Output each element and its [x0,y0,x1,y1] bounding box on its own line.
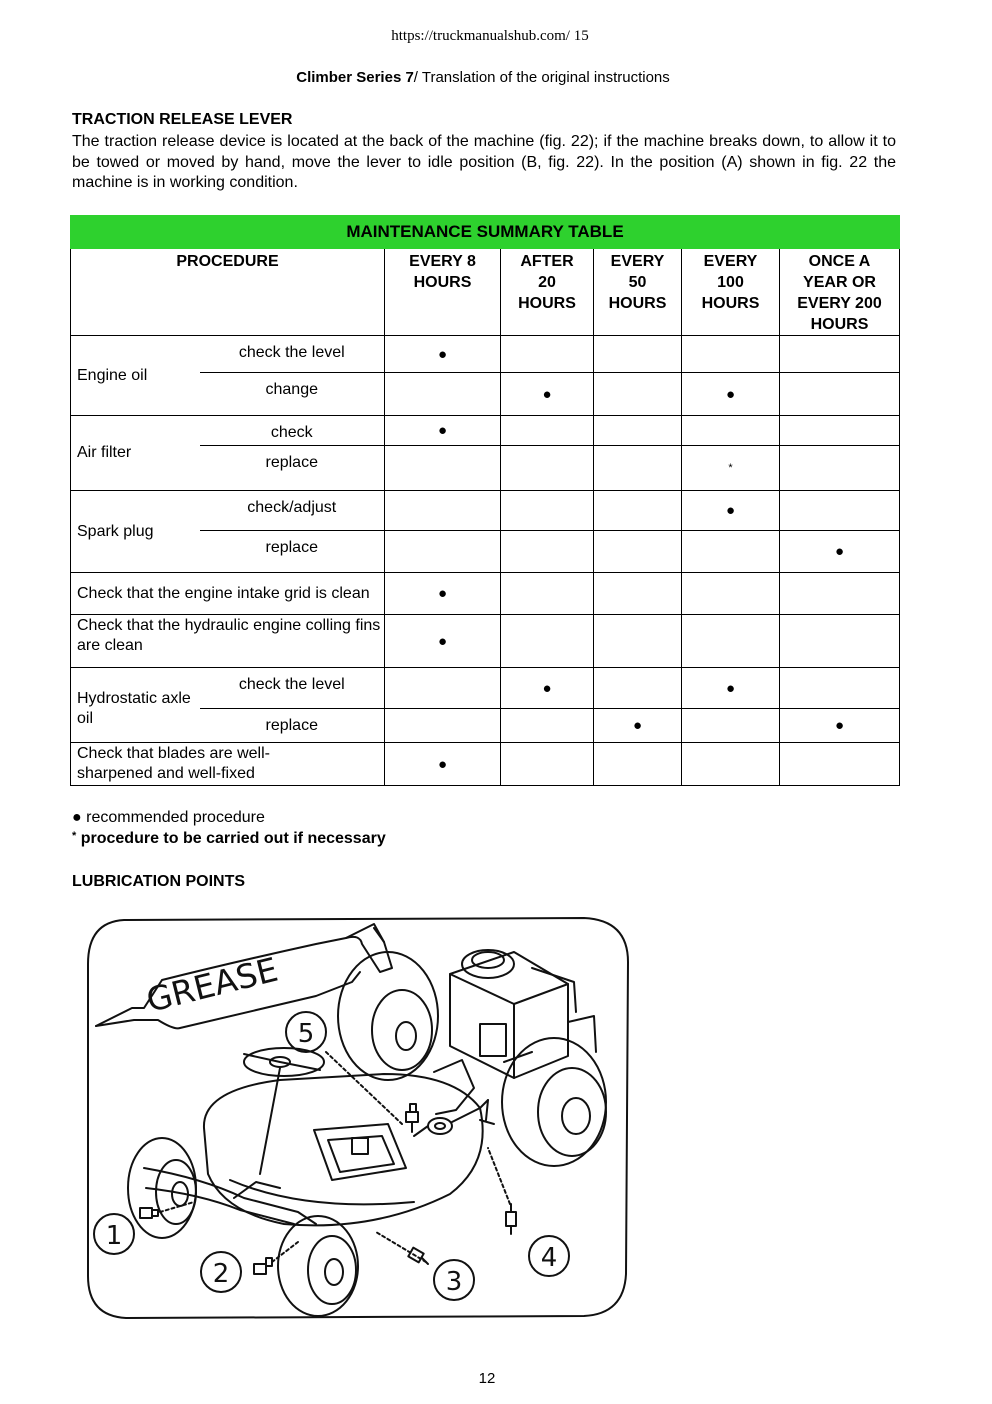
mark-dot: ● [501,668,594,709]
header-every-8-hours: EVERY 8 HOURS [385,249,501,336]
spark-plug-check: check/adjust [200,491,385,531]
cooling-fins-procedure: Check that the hydraulic engine colling fins are clean [71,615,385,668]
air-filter-label: Air filter [71,416,200,491]
source-url: https://truckmanualshub.com/ 15 [391,28,589,44]
hydrostatic-label: Hydrostatic axle oil [71,668,200,743]
mark-dot: ● [780,531,900,573]
mark-dot: ● [501,373,594,416]
traction-paragraph: The traction release device is located at the back of the machine (fig. 22); if the machine breaks down, to allow it to be towed or moved by hand, move the lever to idle position (B, fig. 22). In the position (A) shown in fig. 22 the machine is in working condition. [72,133,896,191]
hydrostatic-check: check the level [200,668,385,709]
mark-dot: ● [682,491,780,531]
table-row [71,416,900,446]
traction-heading: TRACTION RELEASE LEVER [72,111,293,128]
grease-nipple-icon [506,1204,516,1234]
lubrication-point-2: 2 [212,1259,230,1289]
legend-if-necessary-text: procedure to be carried out if necessary [80,830,386,847]
air-filter-check: check [200,416,385,446]
lubrication-points-illustration [84,912,632,1324]
air-filter-replace: replace [200,446,385,491]
mark-dot: ● [385,573,501,615]
header-yearly: ONCE A YEAR OR EVERY 200 HOURS [780,249,900,336]
mark-dot: ● [682,373,780,416]
page-number: 12 [478,1370,496,1387]
legend-if-necessary [72,830,386,848]
intake-grid-procedure: Check that the engine intake grid is clean [71,573,385,615]
mark-dot: ● [385,416,501,446]
grease-label: GREASE [142,949,282,1020]
table-row [71,573,900,615]
spark-plug-replace: replace [200,531,385,573]
header-procedure: PROCEDURE [71,249,385,336]
spark-plug-label: Spark plug [71,491,200,573]
table-row [71,668,900,709]
table-row [71,743,900,786]
mark-dot: ● [682,668,780,709]
header-every-50-hours: EVERY 50 HOURS [594,249,682,336]
engine-oil-check: check the level [200,336,385,373]
lubrication-heading: LUBRICATION POINTS [72,873,246,890]
lubrication-point-1: 1 [105,1221,123,1251]
table-row [71,491,900,531]
hydrostatic-replace: replace [200,709,385,743]
engine-oil-change: change [200,373,385,416]
blades-procedure: Check that blades are well-sharpened and well-fixed [71,743,385,786]
lubrication-point-4: 4 [540,1243,558,1273]
header-every-100-hours: EVERY 100 HOURS [682,249,780,336]
lubrication-point-3: 3 [445,1267,463,1297]
grease-nipple-icon [406,1104,418,1132]
grease-nipple-icon [254,1258,272,1274]
table-row [71,615,900,668]
maintenance-table [70,215,900,786]
engine-oil-label: Engine oil [71,336,200,416]
table-row [71,336,900,373]
mark-dot: ● [594,709,682,743]
lubrication-point-5: 5 [297,1019,315,1049]
mark-dot: ● [385,743,501,786]
series-name: Climber Series 7 [296,69,414,86]
document-subtitle: / Translation of the original instructions [413,69,670,86]
mark-dot: ● [385,336,501,373]
legend-recommended: ● recommended procedure [72,809,265,826]
grease-nipple-icon [140,1208,158,1218]
legend-star: * [72,830,77,842]
header-after-20-hours: AFTER 20 HOURS [501,249,594,336]
mark-dot: ● [385,615,501,668]
table-title: MAINTENANCE SUMMARY TABLE [71,216,900,249]
document-header [0,69,966,86]
mark-dot: ● [780,709,900,743]
mark-star: * [682,446,780,491]
